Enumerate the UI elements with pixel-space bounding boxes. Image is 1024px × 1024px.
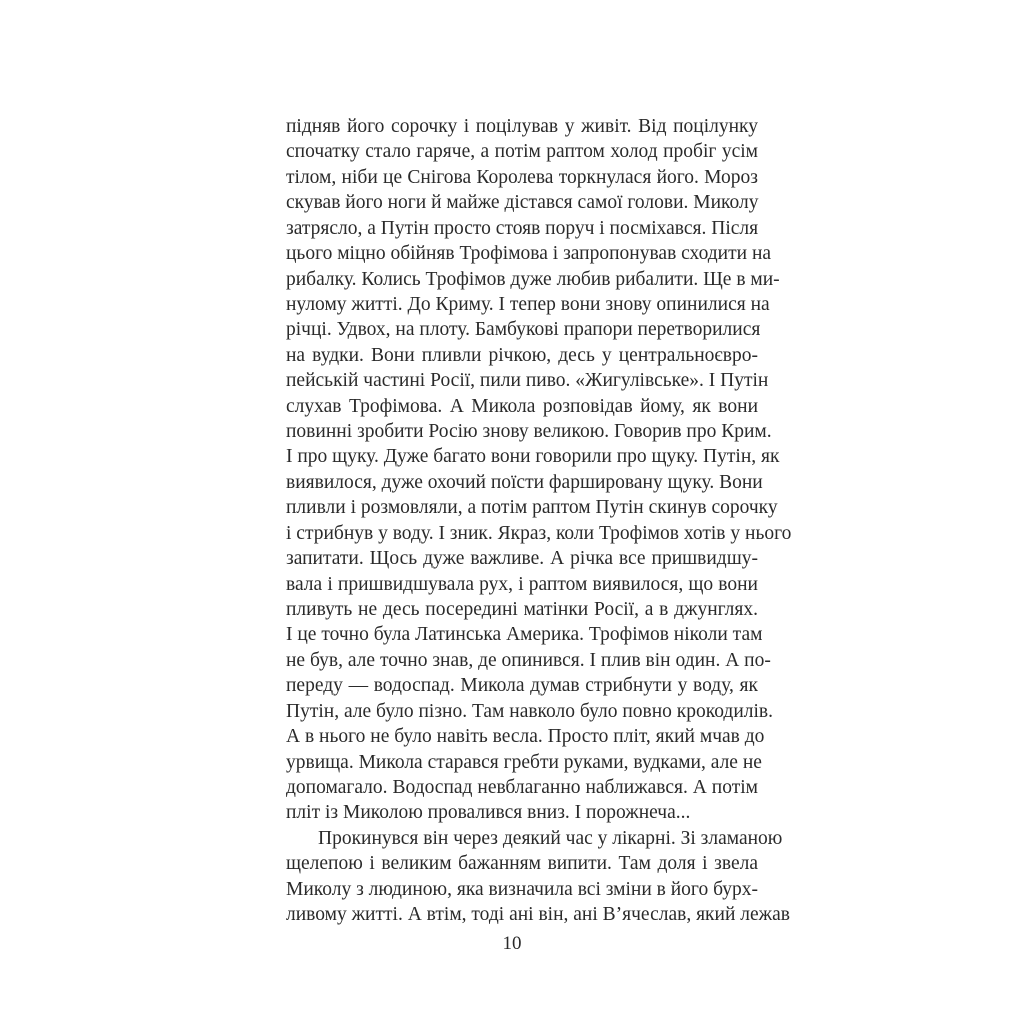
text-line: і стрибнув у воду. І зник. Якраз, коли Трофімов хотів у нього xyxy=(286,522,792,544)
text-line: затрясло, а Путін просто стояв поруч і посміхався. Після xyxy=(286,217,759,239)
text-line: щелепою і великим бажанням випити. Там доля і звела xyxy=(286,853,758,875)
text-line: виявилося, дуже охочий поїсти фаршировану щуку. Вони xyxy=(286,471,763,493)
text-line: пліт із Миколою провалився вниз. І порожнеча... xyxy=(286,802,691,824)
text-line: тілом, ніби це Снігова Королева торкнулася його. Мороз xyxy=(286,166,758,188)
text-line: пливли і розмовляли, а потім раптом Путін скинув сорочку xyxy=(286,497,778,519)
text-line: повинні зробити Росію знову великою. Говорив про Крим. xyxy=(286,421,772,443)
page-body xyxy=(286,114,792,928)
text-line: рибалку. Колись Трофімов дуже любив рибалити. Ще в ми- xyxy=(286,268,780,290)
text-line: цього міцно обійняв Трофімова і запропонував сходити на xyxy=(286,243,772,265)
text-line: скував його ноги й майже дістався самої голови. Миколу xyxy=(286,192,759,214)
text-line: ливому житті. А втім, тоді ані він, ані В’ячеслав, який лежав xyxy=(286,904,790,926)
text-line: не був, але точно знав, де опинився. І плив він один. А по- xyxy=(286,649,771,671)
text-line: Прокинувся він через деякий час у лікарні. Зі зламаною xyxy=(318,827,783,849)
page-number: 10 xyxy=(502,933,522,954)
text-line: річці. Удвох, на плоту. Бамбукові прапори перетворилися xyxy=(286,319,761,341)
text-line: І про щуку. Дуже багато вони говорили про щуку. Путін, як xyxy=(286,446,780,468)
text-line: А в нього не було навіть весла. Просто пліт, який мчав до xyxy=(286,726,765,748)
text-line: пливуть не десь посередині матінки Росії, а в джунглях. xyxy=(286,599,758,621)
text-line: Миколу з людиною, яка визначила всі зміни в його бурх- xyxy=(286,878,758,900)
text-line: І це точно була Латинська Америка. Трофімов ніколи там xyxy=(286,624,763,646)
text-line: на вудки. Вони пливли річкою, десь у центральноєвро- xyxy=(286,344,758,366)
text-line: переду — водоспад. Микола думав стрибнути у воду, як xyxy=(286,675,758,697)
text-line: урвища. Микола старався гребти руками, вудками, але не xyxy=(286,751,762,773)
text-line: пейській частині Росії, пили пиво. «Жигулівське». І Путін xyxy=(286,370,769,392)
text-line: вала і пришвидшувала рух, і раптом виявилося, що вони xyxy=(286,573,758,595)
text-line: слухав Трофімова. А Микола розповідав йому, як вони xyxy=(286,395,758,417)
text-line: підняв його сорочку і поцілував у живіт. Від поцілунку xyxy=(286,116,758,137)
text-line: допомагало. Водоспад невблаганно наближався. А потім xyxy=(286,776,758,798)
text-line: спочатку стало гаряче, а потім раптом холод пробіг усім xyxy=(286,141,758,163)
text-line: нулому житті. До Криму. І тепер вони знову опинилися на xyxy=(286,293,770,315)
text-line: запитати. Щось дуже важливе. А річка все пришвидшу- xyxy=(286,548,758,570)
text-line: Путін, але було пізно. Там навколо було повно крокодилів. xyxy=(286,700,774,722)
